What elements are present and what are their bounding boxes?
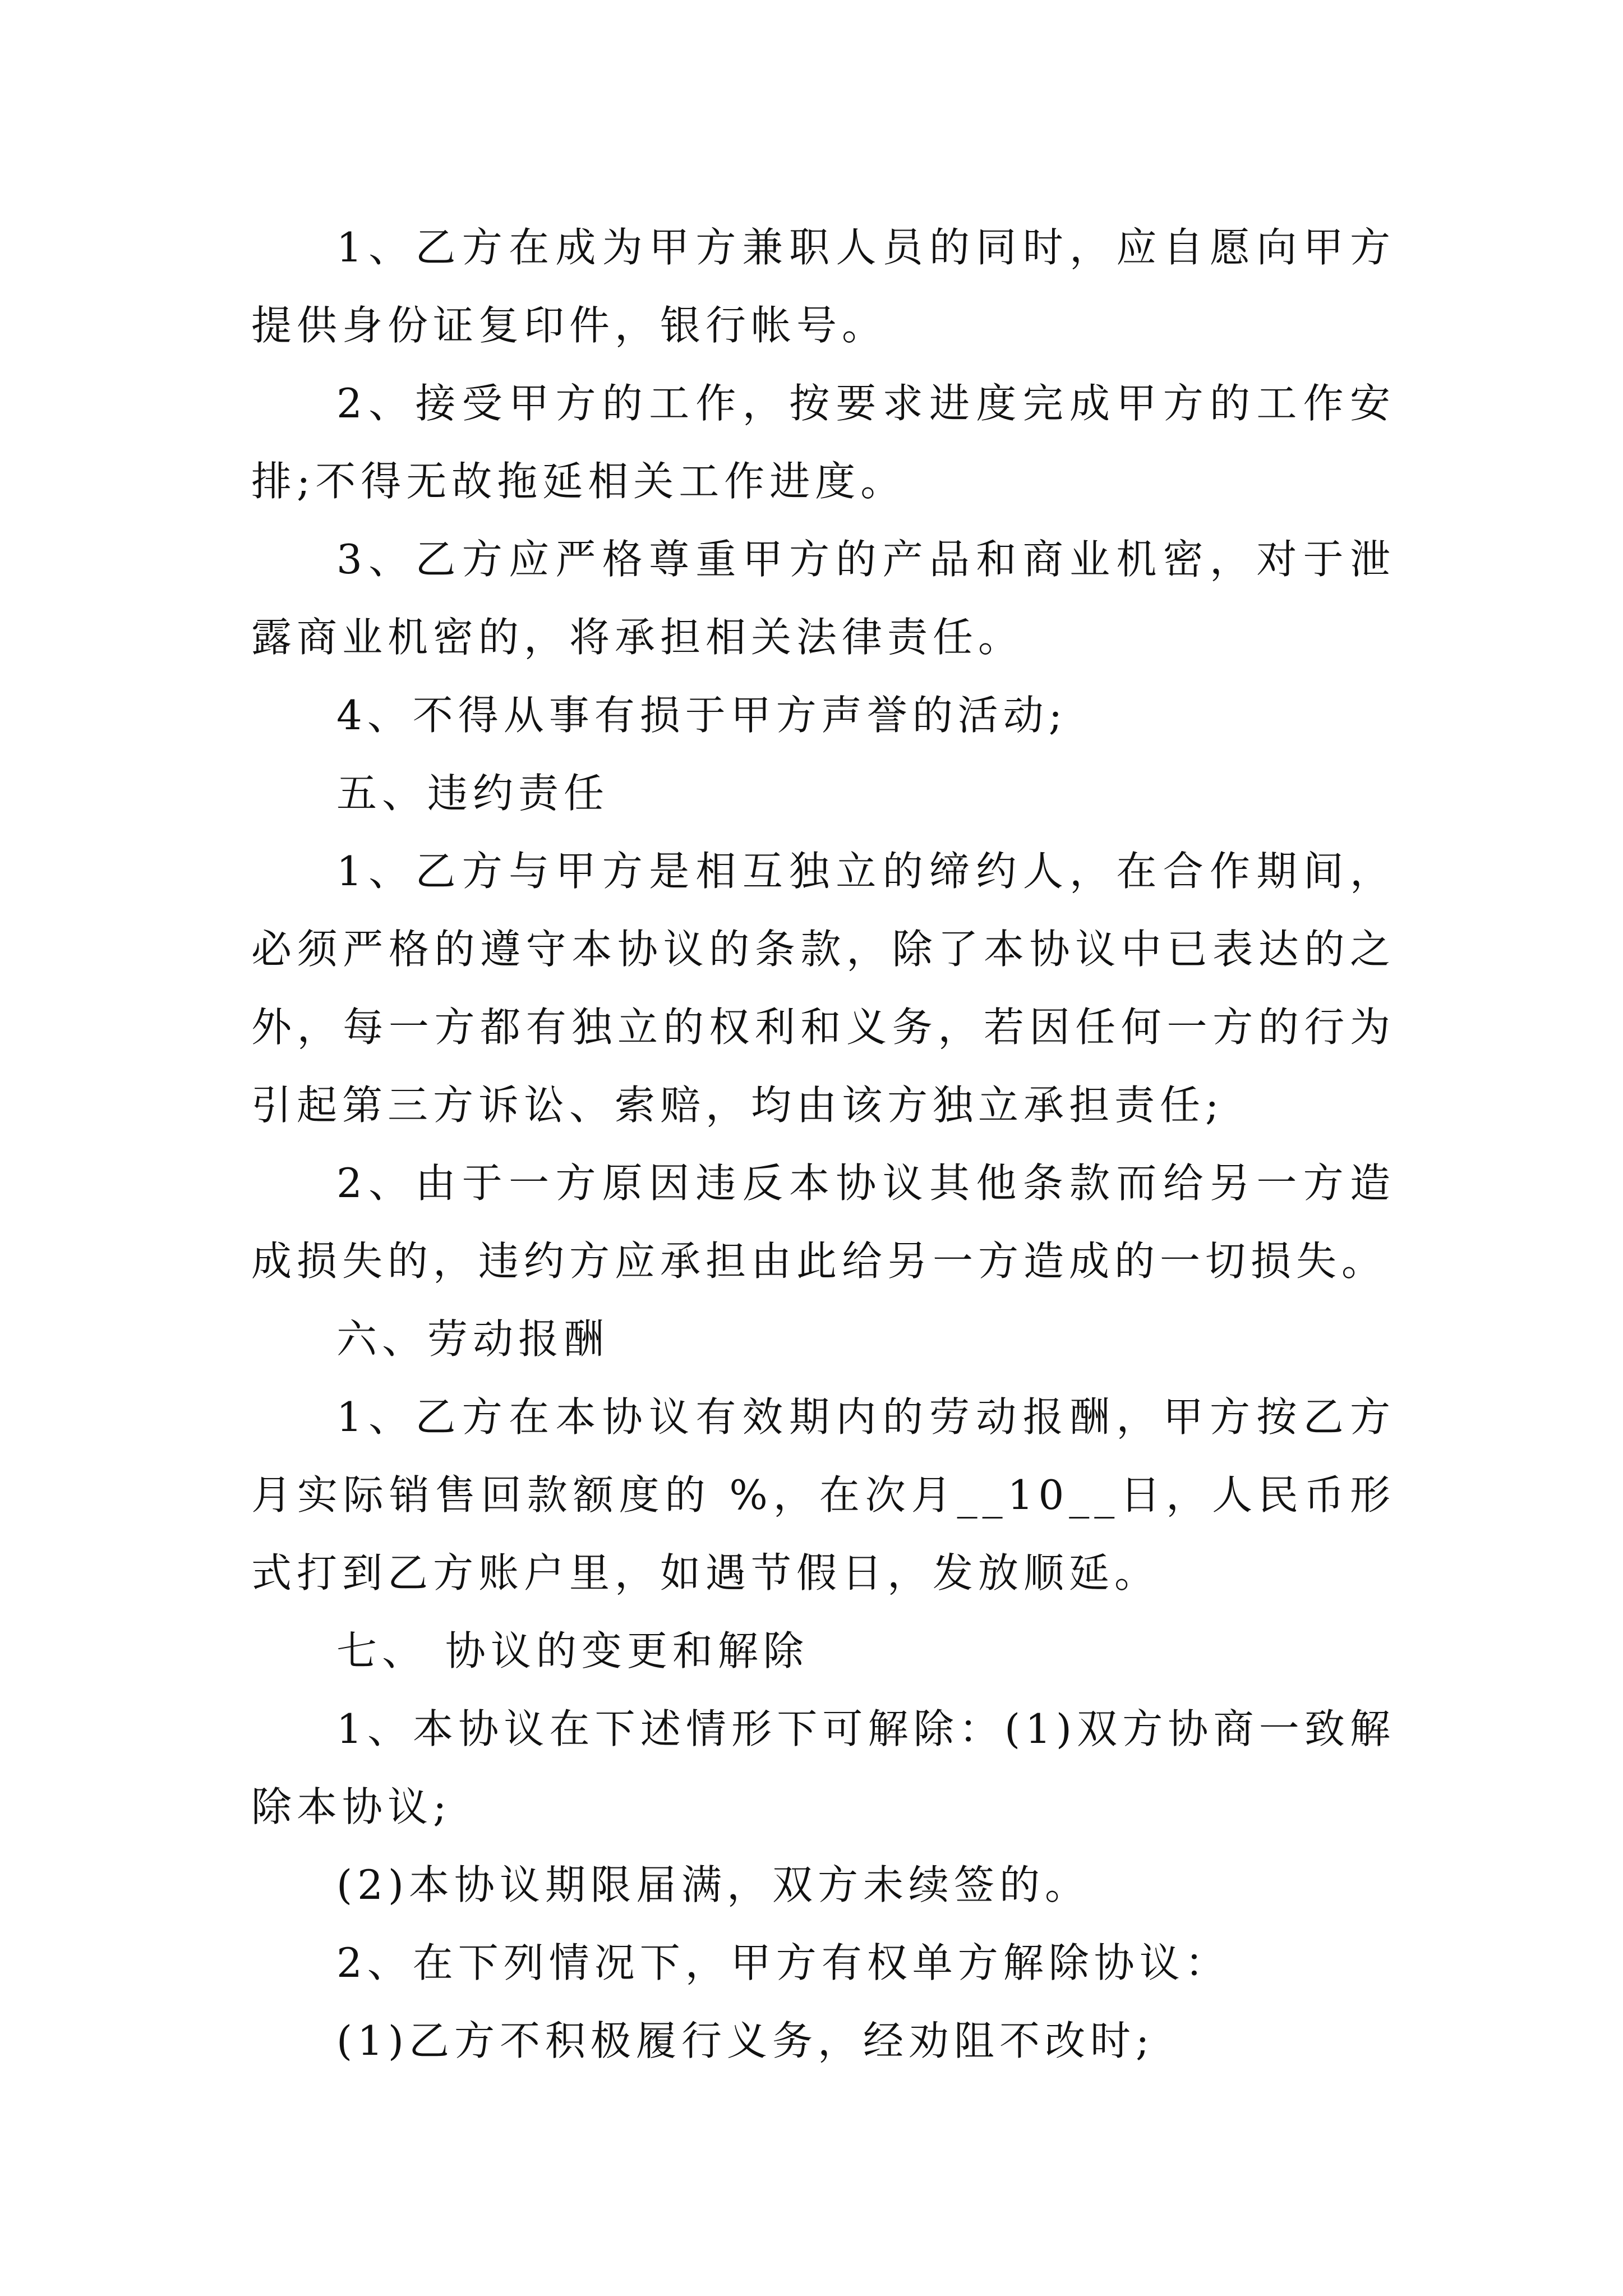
document-body: [251, 209, 1395, 2080]
paragraph: 2、在下列情况下，甲方有权单方解除协议：: [336, 1939, 1230, 1986]
section-heading: 七、 协议的变更和解除: [336, 1627, 809, 1674]
section-heading: 六、劳动报酬: [336, 1315, 610, 1363]
paragraph: (1)乙方不积极履行义务，经劝阻不改时;: [336, 2017, 1155, 2064]
paragraph: 1、乙方在本协议有效期内的劳动报酬，甲方按乙方月实际销售回款额度的 %，在次月__10__日，人民币形式打到乙方账户里，如遇节假日，发放顺延。: [251, 1393, 1395, 1596]
paragraph: 1、乙方在成为甲方兼职人员的同时，应自愿向甲方提供身份证复印件，银行帐号。: [251, 224, 1395, 349]
paragraph: 1、本协议在下述情形下可解除：(1)双方协商一致解除本协议;: [251, 1705, 1395, 1830]
paragraph: 2、接受甲方的工作，按要求进度完成甲方的工作安排;不得无故拖延相关工作进度。: [251, 380, 1395, 505]
paragraph: 2、由于一方原因违反本协议其他条款而给另一方造成损失的，违约方应承担由此给另一方造成的一切损失。: [251, 1159, 1395, 1285]
paragraph: 1、乙方与甲方是相互独立的缔约人，在合作期间，必须严格的遵守本协议的条款，除了本协议中已表达的之外，每一方都有独立的权利和义务，若因任何一方的行为引起第三方诉讼、索赔，均由该方独立承担责任;: [251, 848, 1395, 1129]
paragraph: 4、不得从事有损于甲方声誉的活动;: [336, 692, 1068, 739]
paragraph: (2)本协议期限届满，双方未续签的。: [336, 1861, 1090, 1908]
section-heading: 五、违约责任: [336, 770, 610, 817]
paragraph: 3、乙方应严格尊重甲方的产品和商业机密，对于泄露商业机密的，将承担相关法律责任。: [251, 536, 1395, 661]
